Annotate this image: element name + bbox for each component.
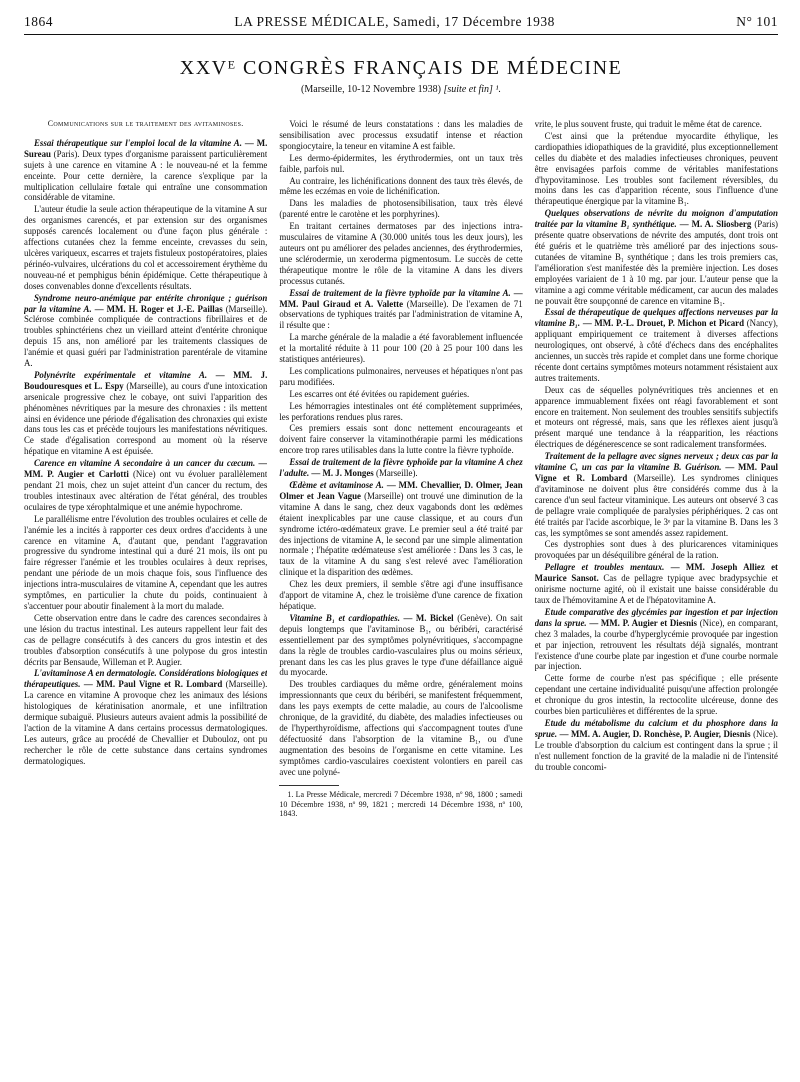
abstract-title: Carence en vitamine A secondaire à un cancer du cæcum. [34, 458, 256, 469]
abstract-authors: — MM. P. Augier et Diesnis [589, 617, 697, 628]
paragraph: La marche générale de la maladie a été favorablement influencée et la mortalité réduite à 11 pour 100 (20 à 25 pour 100 dans les statistiques antérieures). [279, 332, 523, 365]
paragraph: Dans les maladies de photosensibilisation, taux très élevé (parenté entre le carotène et les porphyrines). [279, 198, 523, 220]
abstract-authors: — MM. H. Roger et J.-E. Paillas [94, 303, 223, 314]
column-3 [535, 119, 778, 1034]
abstract-3 [24, 370, 267, 457]
abstract-12 [535, 451, 778, 538]
footnote [279, 790, 522, 819]
abstract-text: (Paris). Deux types d'organisme paraissent particulièrement sujets à une carence en vitamine A : le nouveau-né et la femme enceinte. Pour cette dernière, la carence s'explique par la multiplication cellulaire fœtale qui entraîne une consommation considérable de vitamine. [24, 148, 268, 203]
abstract-1 [24, 138, 267, 203]
abstract-text: (Marseille). Les syndromes cliniques d'avitaminose ne doivent plus être considérés comme dus à la carence d'un seul facteur vitaminique. Les auteurs ont observé 3 cas de pellagre vraie compliquée de paralysies périphériques. 2 cas ont été traités par l'acide ascorbique, le 3ᵉ par la vitamine B. Dans les 3 cas, les symptômes se sont amendés assez rapidement. [534, 473, 778, 538]
abstract-text: Cas de pellagre typique avec bradypsychie et onirisme nocturne agité, où il existait une baisse considérable du taux de l'hémovitamine A et de l'hépatovitamine A. [534, 573, 778, 605]
abstract-authors: — MM. P. Augier et Carlotti [24, 458, 268, 480]
abstract-text: (Nancy), appliquant empiriquement ce traitement à diverses affections neurologiques, ont observé, à côté d'échecs dans des encéphalites anciennes, un succès très rapide et complet dans une forme chorique récente dont certains symptômes moteurs notamment résistaient aux autres traitements. [534, 318, 778, 383]
section-label: Communications sur le traitement des avitaminoses. [47, 119, 244, 128]
abstract-text: (Paris) présente quatre observations de névrite des amputés, dont trois ont été guéris et le quatrième très amélioré par des injections sous-cutanées de vitamine B₁ synthétique ; dans les trois premiers cas, l'amélioration s'est manifestée dès la première injection. Les doses employées variaient de 1 à 10 mg. par jour. L'auteur pense que la vitamine a agi comme véritable médicament, car aucun des malades ne pouvait être soupçonné de carence en vitamine B₁. [534, 219, 778, 306]
abstract-6 [279, 288, 522, 332]
running-header [24, 14, 778, 30]
paragraph: Chez les deux premiers, il semble s'être agi d'une insuffisance d'apport de vitamine A, chez le troisième d'une carence de fixation hépatique. [279, 579, 523, 611]
abstract-text: (Marseille). La carence en vitamine A provoque chez les animaux des lésions histologiques de kératinisation anormale, et une infiltration dermique subaiguë. Plusieurs auteurs avaient admis la possibilité de l'action de la vitamine A dans certains processus dermatologiques. Les auteurs, grâce au procédé de Chevallier et Dubouloz, ont pu rechercher le rôle de cette substance dans certains syndromes dermatologiques. [24, 679, 268, 766]
abstract-text: (Nice), en comparant, chez 3 malades, la courbe d'hyperglycémie provoquée par ingestion et par injection, retrouvent les résultats déjà signalés, montrant l'existence d'une courbe plate par ingestion et d'une courbe normale par injection. [534, 617, 778, 672]
abstract-title: Quelques observations de névrite du moignon d'amputation traitée par la vitamine B₁ synthétique. [534, 208, 778, 230]
abstract-text: (Nice) ont vu évoluer parallèlement pendant 21 mois, chez un sujet atteint d'un cancer du rectum, des troubles intestinaux avec altération de l'état général, des troubles oculaires de type xérophtalmique et une anémie hypochrome. [24, 469, 268, 512]
abstract-title: Pellagre et troubles mentaux. [544, 562, 665, 573]
abstract-8 [279, 480, 522, 578]
paragraph: En traitant certaines dermatoses par des injections intra-musculaires de vitamine A (30.000 unités tous les deux jours), les auteurs ont pu améliorer des pelades anciennes, des érythrodermies, une sclérodermie, un xeroderma pigmentosum. Le succès de cette thérapeutique montre le rôle de la vitamine A dans les divers processus cutanés. [279, 221, 523, 286]
abstract-title: Syndrome neuro-anémique par entérite chronique ; guérison par la vitamine A. [24, 292, 268, 314]
abstract-authors: — M. J. Monges [311, 468, 374, 479]
column-1 [24, 119, 267, 1034]
abstract-text: (Marseille), au cours d'une intoxication arsenicale progressive chez le cobaye, ont suivi l'apparition des phénomènes névritiques par la mesure des chronaxies : ils mettent ainsi en évidence une période d'égalisation des chronaxies qui existe dans tous les cas et précède toujours les manifestations névritiques. Ce stade d'égalisation correspond au moment où la réserve hépatique en vitamine A est épuisée. [24, 380, 268, 457]
abstract-authors: — M. Bickel [403, 612, 454, 623]
abstract-title: Traitement de la pellagre avec signes nerveux ; deux cas par la vitamine C, un cas par la vitamine B. Guérison. [534, 451, 778, 473]
paragraph: Ces premiers essais sont donc nettement encourageants et doivent faire conserver la vitaminothérapie parmi les médications encore trop rares utilisables dans la lutte contre la fièvre typhoïde. [279, 423, 523, 456]
paragraph: vrite, le plus souvent fruste, qui traduit le même état de carence. [534, 119, 762, 129]
paragraph: Deux cas de séquelles polynévritiques très anciennes et en apparence immuablement fixées ont réagi favorablement et sont encore en traitement. Non seulement des troubles sensitifs subjectifs et moteurs ont régressé, mais, sans que les réflexes aient jusqu'à présent marqué une tendance à la réapparition, les réactions électriques de dégénerescence se sont radicalement transformées. [534, 384, 778, 450]
abstract-title: Etude du métabolisme du calcium et du phosphore dans la sprue. [534, 717, 778, 739]
abstract-10 [535, 208, 778, 306]
abstract-title: Essai de traitement de la fièvre typhoïde par la vitamine A. [289, 287, 511, 298]
issue-number: N° 101 [736, 14, 778, 29]
abstract-text: (Marseille). [375, 468, 418, 479]
abstract-title: Vitamine B₁ et cardiopathies. [289, 612, 400, 623]
abstract-authors: — M. A. Sliosberg [679, 219, 752, 230]
abstract-title: Etude comparative des glycémies par ingestion et par injection dans la sprue. [534, 606, 778, 628]
article-columns [24, 119, 778, 1034]
page-number: 1864 [24, 14, 53, 29]
paragraph: Voici le résumé de leurs constatations : dans les maladies de sensibilisation avec processus exsudatif intense et réaction spongiocytaire, la teneur en vitamine A est faible. [279, 119, 523, 151]
abstract-2 [24, 293, 267, 369]
abstract-5 [24, 668, 267, 766]
abstract-title: Essai de thérapeutique de quelques affections nerveuses par la vitamine B₁. [534, 307, 778, 329]
subtitle-note: [suite et fin] ¹. [443, 84, 501, 95]
subtitle [24, 84, 778, 95]
paragraph: Des troubles cardiaques du même ordre, généralement moins impressionnants que ceux du béribéri, se manifestent fréquemment, dans les pays exempts de cette maladie, au cours de l'alcoolisme chronique, de la gravidité, du diabète, des maladies infectieuses ou de l'hyperthyroïdisme, affections qui s'accompagnent toutes d'une défectuosité dans l'absorption de la vitamine B₁, ou d'une augmentation des besoins de l'organisme en cette vitamine. Les symptômes cardio-vasculaires coexistent volontiers en pareil cas avec une polyné- [279, 679, 523, 777]
abstract-14 [535, 607, 778, 672]
abstract-authors: — MM. Joseph Alliez et Maurice Sansot. [534, 562, 778, 584]
abstract-4 [24, 458, 267, 513]
footnote-rule [279, 785, 339, 786]
paragraph: Les hémorragies intestinales ont été complètement supprimées, les perforations rendues plus rares. [279, 400, 523, 422]
abstract-text: (Genève). On sait depuis longtemps que l'avitaminose B₁, ou béribéri, caractérisé essentiellement par des symptômes polynévritiques, s'accompagne dans la règle de troubles cardio-vasculaires plus ou moins sérieux, prenant dans les cas les plus graves le type d'une défaillance aiguë du myocarde. [279, 612, 523, 678]
abstract-authors: — MM. J. Boudouresques et L. Espy [24, 369, 268, 391]
abstract-15 [535, 718, 778, 773]
abstract-title: Essai de traitement de la fièvre typhoïde par la vitamine A chez l'adulte. [279, 457, 523, 479]
running-title: LA PRESSE MÉDICALE, Samedi, 17 Décembre 1938 [234, 14, 555, 29]
abstract-text: (Marseille) ont trouvé une diminution de la vitamine A dans le sang, chez deux vagabonds dont les œdèmes étaient inexplicables par une cause classique, et au cours d'un syndrome ictéro-œdémateux grave. Le premier seul a été traité par des injections de vitamine A, le second par une simple alimentation normale ; l'hépatite œdémateuse s'est améliorée : Dans les 3 cas, le taux de la vitamine A du sang s'est relevé avec l'amélioration clinique et la disparition des œdèmes. [279, 490, 523, 578]
abstract-9 [279, 613, 522, 678]
paragraph: L'auteur étudie la seule action thérapeutique de la vitamine A sur des organismes carencés, et par extension sur des organismes supposés carencés localement ou d'une façon plus générale : affections cutanées chez la femme enceinte, crevasses du sein, ulcères variqueux, escarres et trajets fistuleux postopératoires, plaies périnéo-vulvaires, ulcérations du col et accessoirement érythème du nouveau-né et pemphigus bénin épidémique. Cette thérapeutique à doses convenables donne d'excellents résultats. [24, 204, 268, 291]
abstract-text: (Nice). Le trouble d'absorption du calcium est contingent dans la sprue ; il n'est nullement fonction de la gravité de la maladie ni de l'intensité du trouble concomi- [534, 728, 778, 772]
abstract-text: (Marseille). Sclérose combinée compliquée de contractions fibrillaires et de troubles sphinctériens chez un vieillard atteint d'entérite chronique depuis 15 ans, non amélioré par les traitements classiques de l'anémie et quasi guéri par l'administration parentérale de vitamine A. [24, 303, 268, 369]
column-2 [279, 119, 522, 1034]
abstract-text: (Marseille). De l'examen de 71 observations de typhiques traités par l'administration de vitamine A, il résulte que : [279, 298, 523, 331]
abstract-authors: — MM. A. Augier, D. Ronchèse, P. Augier, Diesnis [559, 728, 751, 739]
abstract-authors: — MM. Paul Vigne et R. Lombard [83, 679, 223, 690]
paragraph: C'est ainsi que la prétendue myocardite éthylique, les cardiopathies idiopathiques de la gravidité, plus exceptionnellement celles du diabète et des maladies infectieuses chroniques, peuvent être envisagées parfois comme de véritables manifestations d'hypovitaminose. Les troubles sont facilement réversibles, du moins dans les cas d'apparition récente, sous l'influence d'une thérapeutique énergique par la vitamine B₁. [534, 130, 778, 207]
subtitle-main: (Marseille, 10-12 Novembre 1938) [301, 84, 441, 95]
abstract-authors: — M. Sureau [24, 137, 268, 159]
paragraph: Les complications pulmonaires, nerveuses et hépatiques n'ont pas paru modifiées. [279, 365, 523, 387]
abstract-11 [535, 307, 778, 383]
paragraph: Ces dystrophies sont dues à des pluricarences vitaminiques provoquées par un déséquilibre général de la ration. [534, 539, 778, 561]
footnote-text: 1. La Presse Médicale, mercredi 7 Décembre 1938, nº 98, 1800 ; samedi 10 Décembre 1938, nº 99, 1821 ; mercredi 14 Décembre 1938, nº 100, 1843. [279, 790, 523, 819]
paragraph: Les dermo-épidermites, les érythrodermies, ont un taux très faible, parfois nul. [279, 152, 523, 174]
abstract-13 [535, 562, 778, 606]
abstract-authors: — MM. Chevallier, D. Olmer, Jean Olmer et Jean Vague [279, 480, 523, 501]
abstract-authors: — MM. P.-L. Drouet, P. Michon et Picard [582, 318, 745, 329]
abstract-authors: — MM. Paul Giraud et A. Valette [279, 287, 523, 309]
paragraph: Les escarres ont été évitées ou rapidement guéries. [289, 388, 470, 399]
abstract-authors: — MM. Paul Vigne et R. Lombard [534, 462, 778, 483]
paragraph: Cette forme de courbe n'est pas spécifique ; elle présente cependant une certaine individualité puisqu'une affection prolongée et chronique du gros intestin, la rectocolite ulcéreuse, donne des courbes bien particulières et différentes de la sprue. [534, 673, 778, 717]
paragraph: Au contraire, les lichénifications donnent des taux très élevés, de même les eczémas en voie de lichénification. [279, 175, 523, 197]
paragraph: Cette observation entre dans le cadre des carences secondaires à une lésion du tractus intestinal. Les auteurs rappellent leur fait des cas de pellagre consécutifs à des cancers du gros intestin et des troubles d'absorption consécutifs à une polypose du gros intestin décrits par Bensaude, Willeman et P. Augier. [24, 612, 268, 667]
paragraph: Le parallélisme entre l'évolution des troubles oculaires et celle de l'anémie les a incités à rapporter ces deux ordres d'accidents à une carence en vitamine A, d'autant que, pendant l'aggravation progressive du syndrome intestinal qui a duré 21 mois, ils ont pu faire régresser l'anémie et les troubles oculaires à deux reprises, pendant une période de un mois chaque fois, sous l'influence des injections intra-musculaires de vitamine A, cependant que les autres symptômes, en particulier la chute du poids, continuaient à s'accentuer pour aboutir finalement à la mort du malade. [24, 513, 268, 611]
abstract-7 [279, 457, 522, 479]
abstract-title: Polynévrite expérimentale et vitamine A. [34, 369, 208, 380]
abstract-title: Essai thérapeutique sur l'emploi local de la vitamine A. [34, 137, 242, 148]
header-rule [24, 34, 778, 35]
abstract-title: Œdème et avitaminose A. [289, 480, 384, 490]
page-title: XXVᴱ CONGRÈS FRANÇAIS DE MÉDECINE [179, 57, 623, 79]
abstract-title: L'avitaminose A en dermatologie. Considérations biologiques et thérapeutiques. [24, 668, 268, 690]
